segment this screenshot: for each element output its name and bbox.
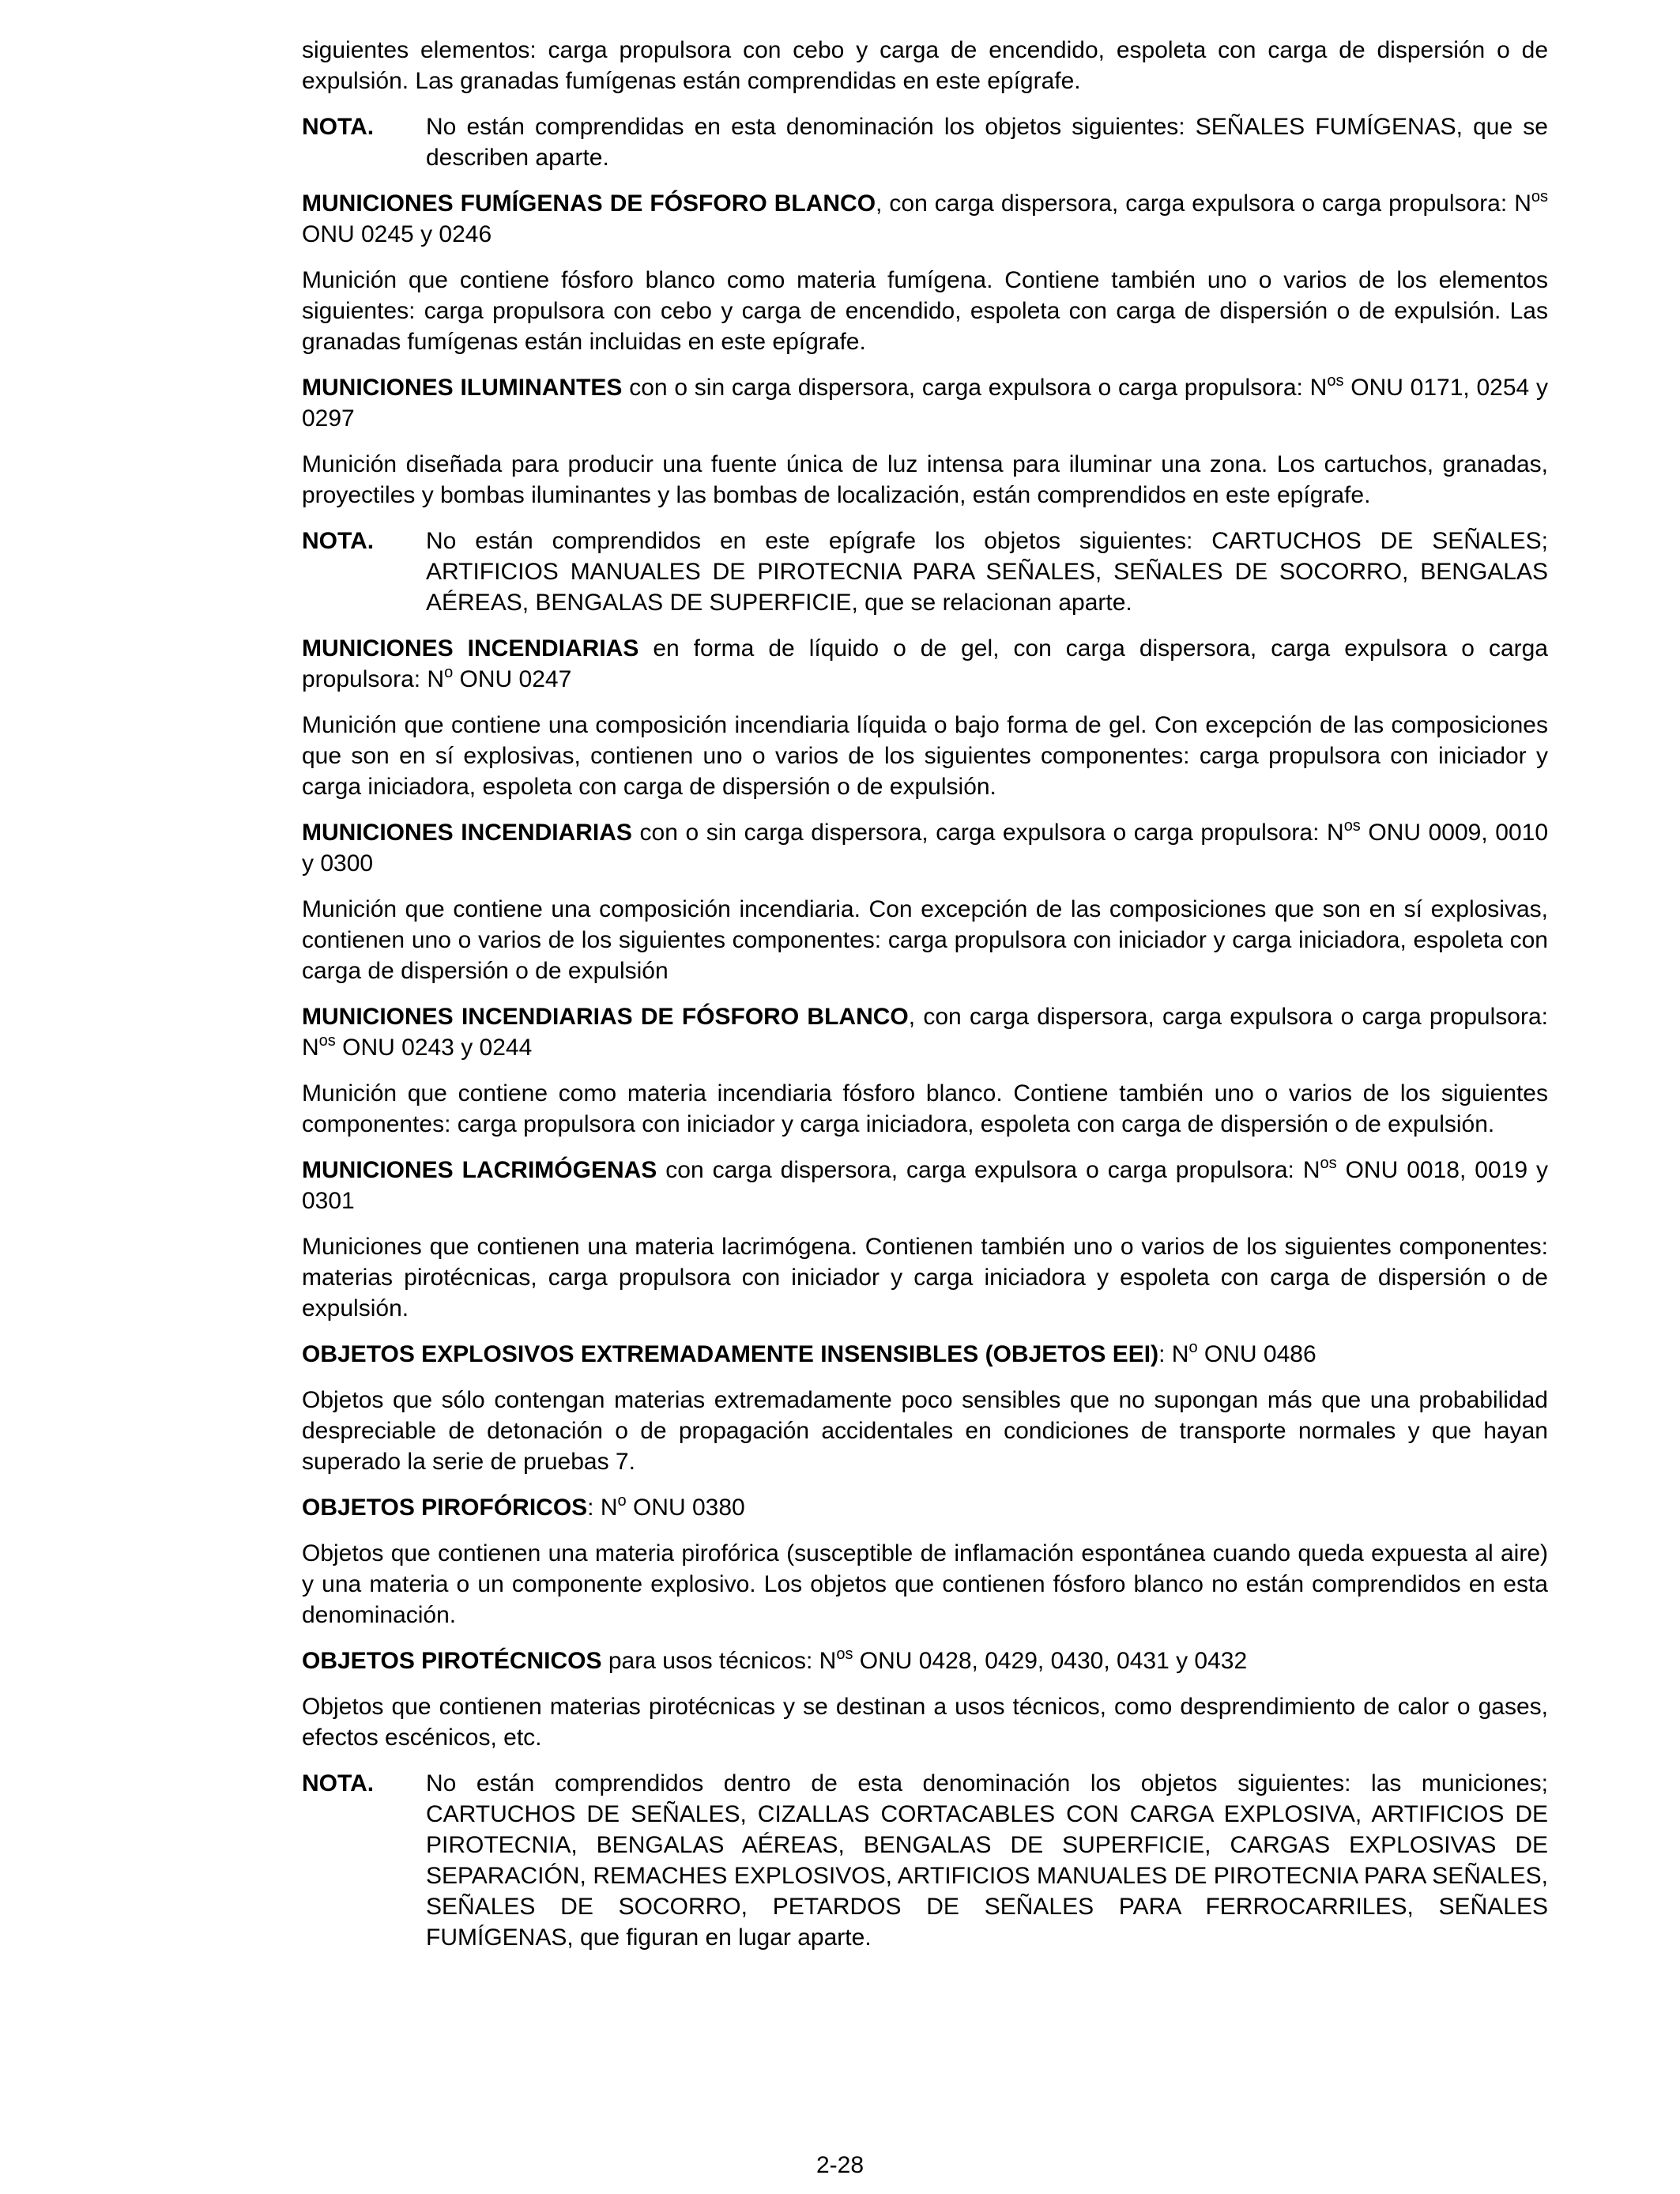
body-paragraph: Municiones que contienen una materia lacrimógena. Contienen también uno o varios de los siguientes componentes: materias pirotécnicas, carga propulsora con iniciador y carga iniciadora y espoleta con carga de dispersión o de expulsión. bbox=[302, 1234, 1548, 1321]
entry-description: : N bbox=[1158, 1341, 1189, 1367]
note-block bbox=[302, 1768, 1548, 1953]
page-number: 2-28 bbox=[816, 2152, 864, 2178]
body-paragraph: Objetos que contienen materias pirotécnicas y se destinan a usos técnicos, como desprendimiento de calor o gases, efectos escénicos, etc. bbox=[302, 1694, 1548, 1751]
note-text: No están comprendidos en este epígrafe los objetos siguientes: CARTUCHOS DE SEÑALES; ARTIFICIOS MANUALES DE PIROTECNIA PARA SEÑALES, SEÑALES DE SOCORRO, BENGALAS AÉREAS, BENGALAS DE SUPERFICIE, que se relacionan aparte. bbox=[426, 528, 1548, 616]
entry-description: : N bbox=[587, 1495, 618, 1521]
entry-description: en forma de líquido o de gel, con carga dispersora, carga expulsora o carga propulsora: N bbox=[302, 635, 1548, 692]
note-block bbox=[302, 526, 1548, 618]
entry-title: OBJETOS EXPLOSIVOS EXTREMADAMENTE INSENSIBLES (OBJETOS EEI) bbox=[302, 1341, 1159, 1367]
document-body bbox=[302, 35, 1548, 1968]
un-numbers: ONU 0428, 0429, 0430, 0431 y 0432 bbox=[853, 1648, 1248, 1674]
entry-description: para usos técnicos: N bbox=[601, 1648, 837, 1674]
entry-description: , con carga dispersora, carga expulsora o carga propulsora: N bbox=[302, 1004, 1548, 1061]
entry-title: OBJETOS PIROFÓRICOS bbox=[302, 1495, 588, 1521]
entry-heading bbox=[302, 1155, 1548, 1216]
entry-heading bbox=[302, 188, 1548, 250]
superscript: os bbox=[1320, 1155, 1337, 1172]
entry-title: MUNICIONES LACRIMÓGENAS bbox=[302, 1157, 657, 1183]
note-block bbox=[302, 111, 1548, 173]
un-numbers: ONU 0247 bbox=[453, 666, 572, 692]
un-numbers: ONU 0171, 0254 y 0297 bbox=[302, 375, 1548, 432]
superscript: os bbox=[836, 1646, 853, 1663]
entry-heading bbox=[302, 1646, 1548, 1676]
entry-title: MUNICIONES FUMÍGENAS DE FÓSFORO BLANCO bbox=[302, 190, 876, 217]
entry-description: con carga dispersora, carga expulsora o carga propulsora: N bbox=[657, 1157, 1320, 1183]
un-numbers: ONU 0243 y 0244 bbox=[335, 1035, 533, 1061]
superscript: os bbox=[318, 1032, 336, 1050]
un-numbers: ONU 0245 y 0246 bbox=[302, 221, 492, 247]
entry-heading bbox=[302, 372, 1548, 434]
entry-heading bbox=[302, 1339, 1548, 1370]
note-label: NOTA. bbox=[302, 528, 375, 554]
superscript: o bbox=[444, 664, 454, 681]
body-paragraph: Munición diseñada para producir una fuente única de luz intensa para iluminar una zona. Los cartuchos, granadas, proyectiles y bombas iluminantes y las bombas de localización, están comprendidos en este epígrafe. bbox=[302, 451, 1548, 508]
un-numbers: ONU 0486 bbox=[1197, 1341, 1317, 1367]
body-paragraph: Objetos que contienen una materia pirofórica (susceptible de inflamación espontánea cuando queda expuesta al aire) y una materia o un componente explosivo. Los objetos que contienen fósforo blanco no están comprendidos en esta denominación. bbox=[302, 1540, 1548, 1628]
entry-description: , con carga dispersora, carga expulsora o carga propulsora: N bbox=[876, 190, 1531, 217]
body-paragraph: Munición que contiene una composición incendiaria. Con excepción de las composiciones que son en sí explosivas, contienen uno o varios de los siguientes componentes: carga propulsora con iniciador y carga iniciadora, espoleta con carga de dispersión o de expulsión bbox=[302, 896, 1548, 984]
un-numbers: ONU 0380 bbox=[626, 1495, 745, 1521]
entry-title: MUNICIONES INCENDIARIAS bbox=[302, 635, 639, 662]
entry-description: con o sin carga dispersora, carga expulsora o carga propulsora: N bbox=[631, 820, 1344, 846]
entry-title: OBJETOS PIROTÉCNICOS bbox=[302, 1648, 602, 1674]
superscript: os bbox=[1343, 817, 1361, 835]
note-label: NOTA. bbox=[302, 1770, 375, 1796]
entry-title: MUNICIONES INCENDIARIAS DE FÓSFORO BLANCO bbox=[302, 1004, 909, 1030]
entry-title: MUNICIONES INCENDIARIAS bbox=[302, 820, 632, 846]
superscript: os bbox=[1531, 188, 1548, 205]
superscript: o bbox=[1188, 1339, 1198, 1356]
body-paragraph: Munición que contiene como materia incendiaria fósforo blanco. Contiene también uno o varios de los siguientes componentes: carga propulsora con iniciador y carga iniciadora, espoleta con carga de dispersión o de expulsión. bbox=[302, 1080, 1548, 1137]
superscript: os bbox=[1327, 372, 1344, 390]
entry-heading bbox=[302, 1492, 1548, 1523]
note-text: No están comprendidos dentro de esta denominación los objetos siguientes: las municiones; CARTUCHOS DE SEÑALES, CIZALLAS CORTACABLES CON CARGA EXPLOSIVA, ARTIFICIOS DE PIROTECNIA, BENGALAS AÉREAS, BENGALAS DE SUPERFICIE, CARGAS EXPLOSIVAS DE SEPARACIÓN, REMACHES EXPLOSIVOS, ARTIFICIOS MANUALES DE PIROTECNIA PARA SEÑALES, SEÑALES DE SOCORRO, PETARDOS DE SEÑALES PARA FERROCARRILES, SEÑALES FUMÍGENAS, que figuran en lugar aparte. bbox=[426, 1770, 1548, 1951]
un-numbers: ONU 0009, 0010 y 0300 bbox=[302, 820, 1549, 876]
body-paragraph: Munición que contiene fósforo blanco como materia fumígena. Contiene también uno o varios de los elementos siguientes: carga propulsora con cebo y carga de encendido, espoleta con carga de dispersión o de expulsión. Las granadas fumígenas están incluidas en este epígrafe. bbox=[302, 267, 1548, 355]
note-text: No están comprendidas en esta denominación los objetos siguientes: SEÑALES FUMÍGENAS, que se describen aparte. bbox=[426, 114, 1548, 171]
body-paragraph: siguientes elementos: carga propulsora con cebo y carga de encendido, espoleta con carga de dispersión o de expulsión. Las granadas fumígenas están comprendidas en este epígrafe. bbox=[302, 37, 1548, 94]
entry-description: con o sin carga dispersora, carga expulsora o carga propulsora: N bbox=[622, 375, 1328, 401]
body-paragraph: Munición que contiene una composición incendiaria líquida o bajo forma de gel. Con excepción de las composiciones que son en sí explosivas, contienen uno o varios de los siguientes componentes: carga propulsora con iniciador y carga iniciadora, espoleta con carga de dispersión o de expulsión. bbox=[302, 712, 1548, 800]
un-numbers: ONU 0018, 0019 y 0301 bbox=[302, 1157, 1548, 1214]
entry-heading bbox=[302, 817, 1548, 879]
entry-heading bbox=[302, 633, 1548, 695]
body-paragraph: Objetos que sólo contengan materias extremadamente poco sensibles que no supongan más que una probabilidad despreciable de detonación o de propagación accidentales en condiciones de transporte normales y que hayan superado la serie de pruebas 7. bbox=[302, 1387, 1548, 1475]
superscript: o bbox=[617, 1492, 627, 1510]
entry-heading bbox=[302, 1001, 1548, 1063]
entry-title: MUNICIONES ILUMINANTES bbox=[302, 375, 623, 401]
note-label: NOTA. bbox=[302, 114, 375, 140]
